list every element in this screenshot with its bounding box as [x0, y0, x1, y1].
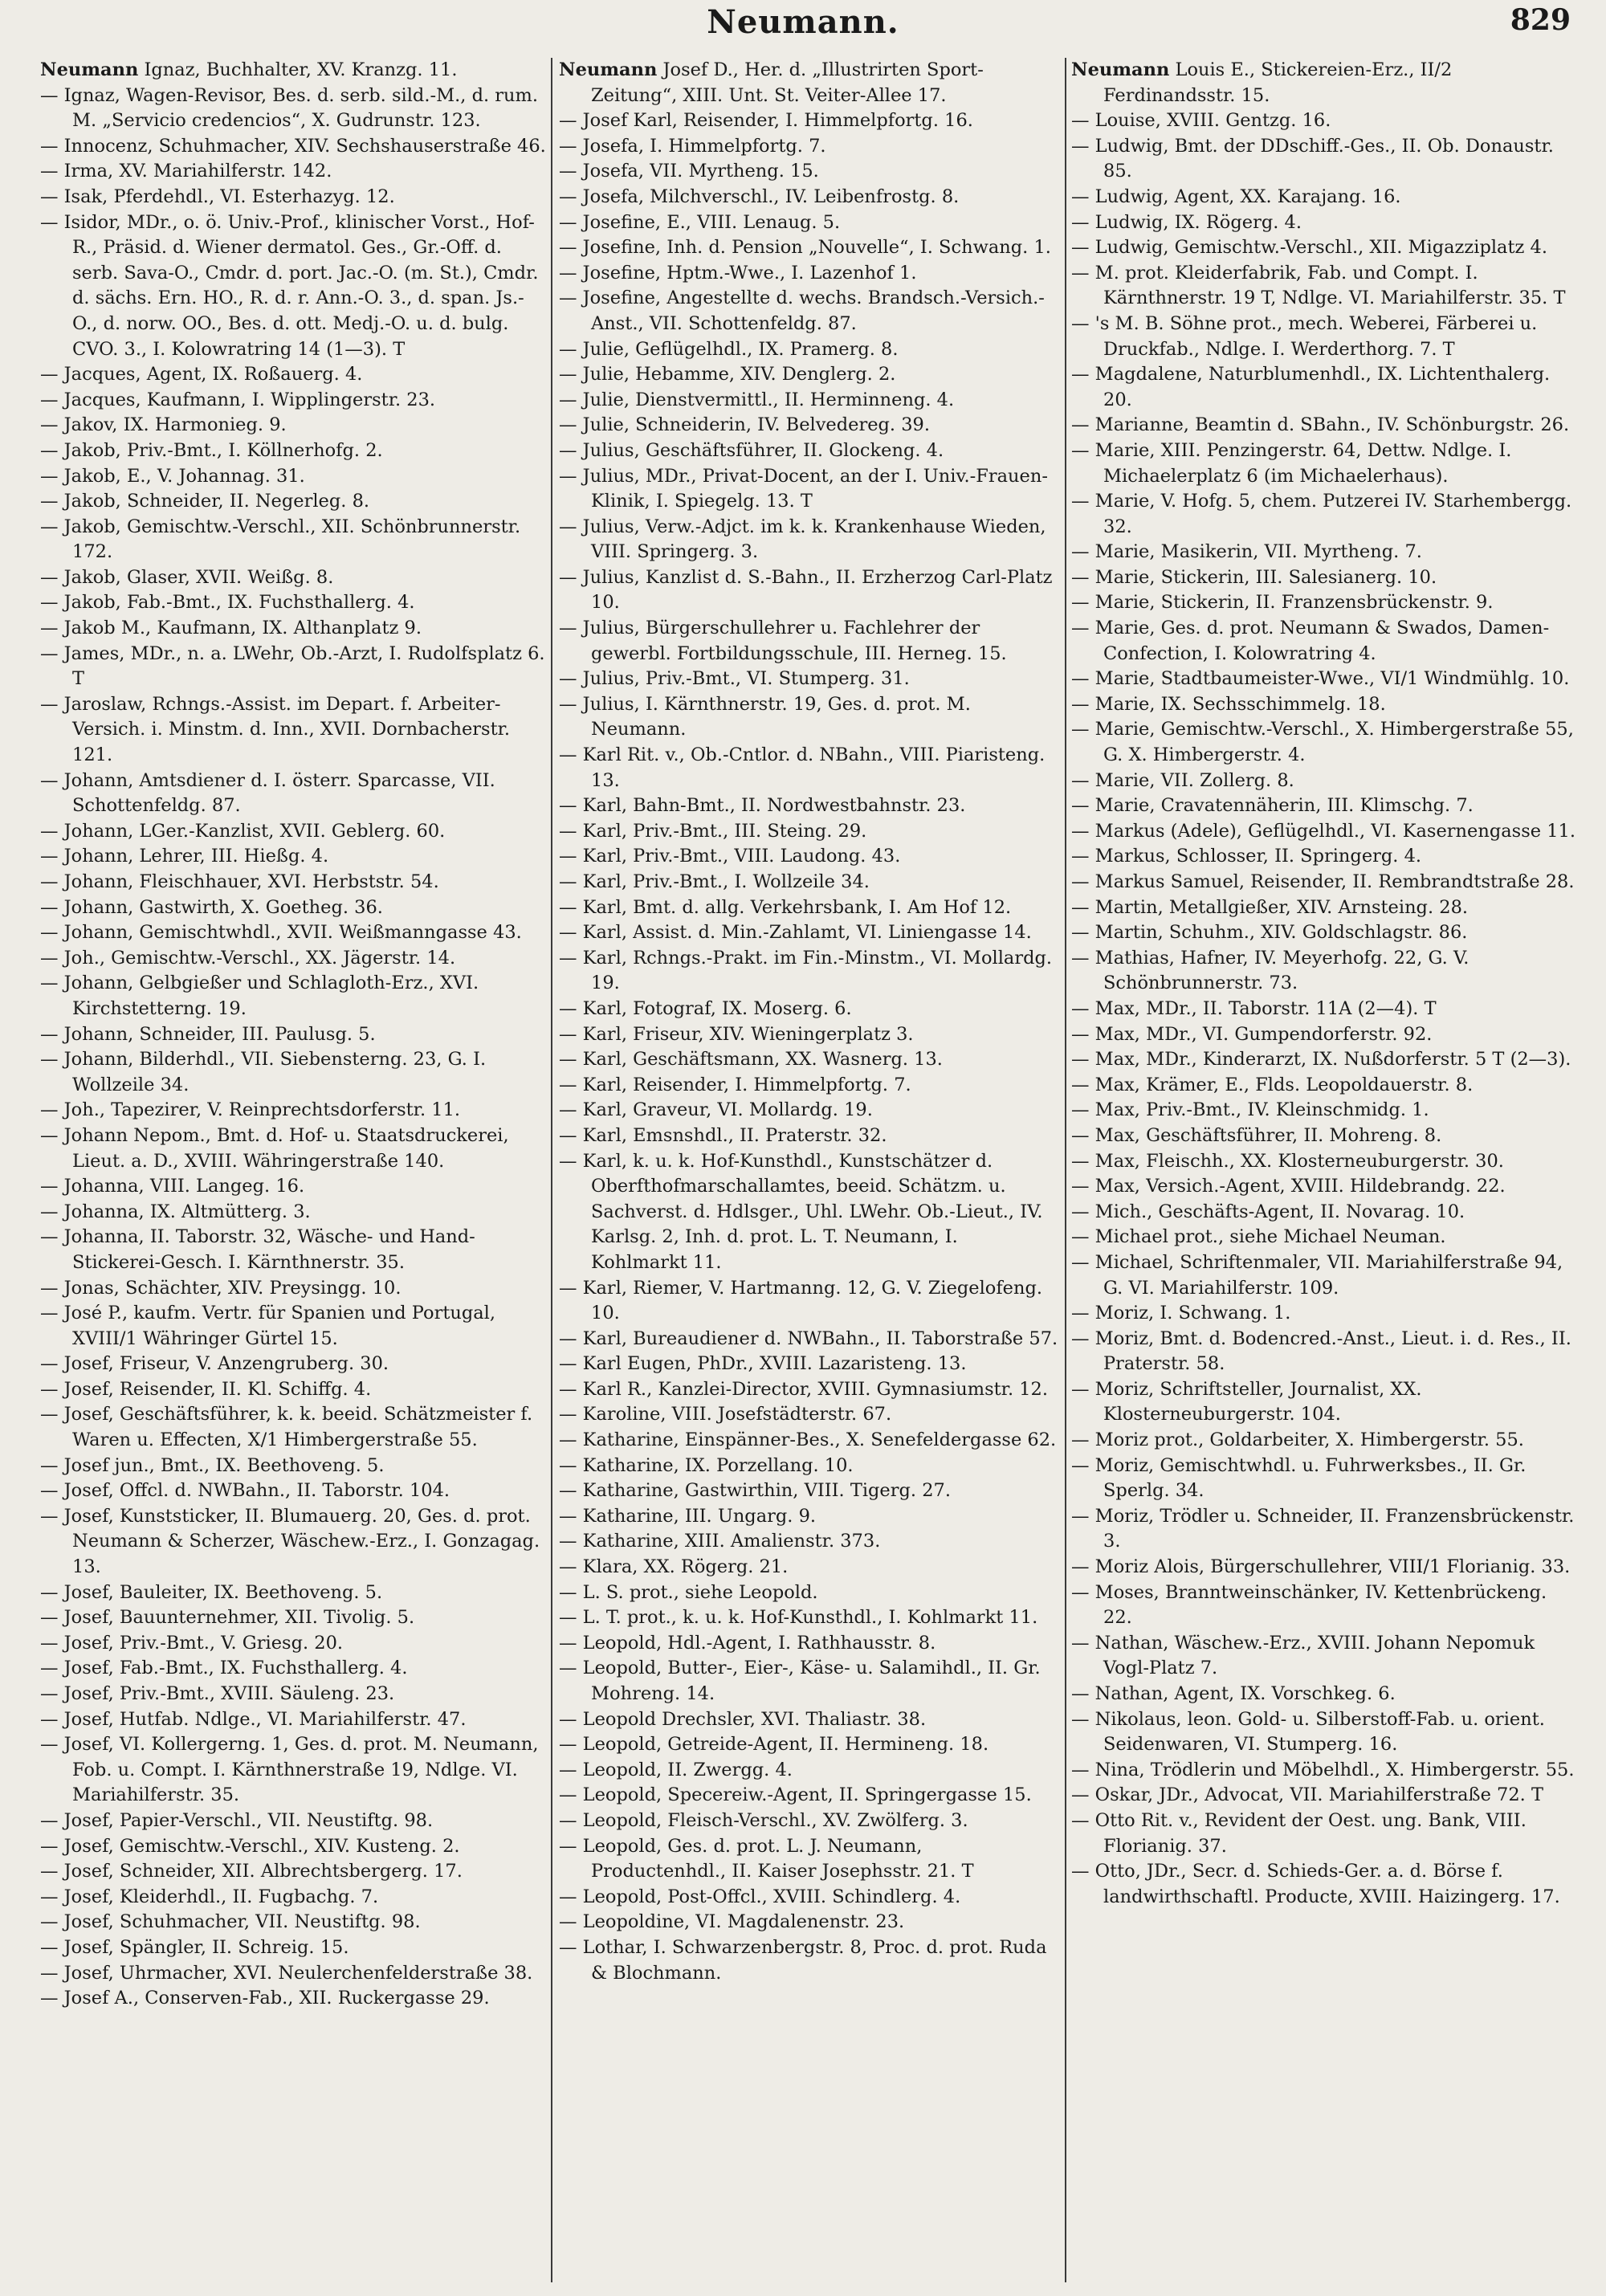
listing-entry: — Johann, Bilderhdl., VII. Siebensterng. 23, G. I. Wollzeile 34. [40, 1049, 487, 1095]
listing-entry: — Karl, Priv.-Bmt., III. Steing. 29. [559, 820, 867, 842]
listing-entry: — Leopold, Post-Offcl., XVIII. Schindlerg. 4. [559, 1886, 961, 1907]
listing-entry: — Johann, Schneider, III. Paulusg. 5. [40, 1023, 376, 1045]
listing-entry: — Marie, Gemischtw.-Verschl., X. Himbergerstraße 55, G. X. Himbergerstr. 4. [1071, 719, 1574, 766]
listing-entry: — Leopold, Ges. d. prot. L. J. Neumann, Productenhdl., II. Kaiser Josephsstr. 21. T [559, 1835, 974, 1882]
listing-entry: — Jakob, Glaser, XVII. Weißg. 8. [40, 566, 334, 588]
listing-entry: — Nathan, Wäschew.-Erz., XVIII. Johann Nepomuk Vogl-Platz 7. [1071, 1632, 1535, 1679]
listing-entry: — Nathan, Agent, IX. Vorschkeg. 6. [1071, 1683, 1396, 1704]
listing-entry: — Josef, Priv.-Bmt., V. Griesg. 20. [40, 1632, 344, 1654]
listing-entry: — Leopold, Getreide-Agent, II. Hermineng. 18. [559, 1734, 989, 1756]
listing-entry: — Johann, LGer.-Kanzlist, XVII. Geblerg. 60. [40, 820, 446, 842]
listing-entry: — Karl, k. u. k. Hof-Kunsthdl., Kunstschätzer d. Oberfthofmarschallamtes, beeid. Schätzm. u. Sachverst. d. Hdlsger., Uhl. LWehr. Ob.-Lieut., IV. Karlsg. 2, Inh. d. prot. L. T. Neumann, I. Kohlmarkt 11. [559, 1150, 1043, 1273]
listing-entry: — Martin, Metallgießer, XIV. Arnsteing. 28. [1071, 896, 1469, 918]
listing-entry: — Michael, Schriftenmaler, VII. Mariahilferstraße 94, G. VI. Mariahilferstr. 109. [1071, 1251, 1563, 1299]
listing-entry: — Otto, JDr., Secr. d. Schieds-Ger. a. d. Börse f. landwirthschaftl. Producte, XVIII. Haizingerg. 17. [1071, 1861, 1560, 1907]
listing-entry: — Marie, XIII. Penzingerstr. 64, Dettw. Ndlge. I. Michaelerplatz 6 (im Michaelerhaus). [1071, 439, 1512, 487]
listing-entry: — Max, MDr., II. Taborstr. 11A (2—4). T [1071, 997, 1437, 1019]
listing-entry: — Max, MDr., Kinderarzt, IX. Nußdorferstr. 5 T (2—3). [1071, 1049, 1571, 1071]
listing-entry: — Jakob, E., V. Johannag. 31. [40, 465, 305, 487]
listing-entry: — Katharine, III. Ungarg. 9. [559, 1505, 817, 1527]
listing-entry: — Marie, Stickerin, III. Salesianerg. 10. [1071, 566, 1437, 588]
listing-entry: — Otto Rit. v., Revident der Oest. ung. Bank, VIII. Florianig. 37. [1071, 1809, 1527, 1857]
listing-entry: — Julie, Dienstvermittl., II. Herminneng. 4. [559, 389, 955, 410]
surname-heading: Neumann [559, 59, 658, 80]
listing-entry: — Jonas, Schächter, XIV. Preysingg. 10. [40, 1277, 402, 1299]
listing-entry: — Jakob, Fab.-Bmt., IX. Fuchsthallerg. 4. [40, 592, 415, 614]
listing-entry: — Julius, I. Kärnthnerstr. 19, Ges. d. prot. M. Neumann. [559, 693, 971, 740]
column-left [35, 58, 551, 2282]
listing-entry: — Jakob M., Kaufmann, IX. Althanplatz 9. [40, 618, 422, 639]
listing-entry: — Karl, Emsnshdl., II. Praterstr. 32. [559, 1124, 887, 1146]
listing-entry: — Leopold, Specereiw.-Agent, II. Springergasse 15. [559, 1784, 1032, 1806]
column-middle [551, 58, 1066, 2282]
listing-entry: — Max, Geschäftsführer, II. Mohreng. 8. [1071, 1124, 1442, 1146]
listing-entry: — Josef A., Conserven-Fab., XII. Ruckergasse 29. [40, 1988, 490, 2009]
listing-entry: — Martin, Schuhm., XIV. Goldschlagstr. 86. [1071, 922, 1468, 944]
listing-entry: — Moriz, Trödler u. Schneider, II. Franzensbrückenstr. 3. [1071, 1505, 1575, 1552]
listing-entry: — Max, Versich.-Agent, XVIII. Hildebrandg. 22. [1071, 1176, 1506, 1197]
listing-entry: — Markus Samuel, Reisender, II. Rembrandtstraße 28. [1071, 871, 1575, 892]
listing-entry: — Julie, Schneiderin, IV. Belvedereg. 39. [559, 414, 931, 436]
listing-entry: — Karl, Geschäftsmann, XX. Wasnerg. 13. [559, 1049, 943, 1071]
listing-entry: — Marie, Ges. d. prot. Neumann & Swados, Damen-Confection, I. Kolowratring 4. [1071, 618, 1550, 664]
listing-entry: — Nina, Trödlerin und Möbelhdl., X. Himbergerstr. 55. [1071, 1759, 1575, 1780]
listing-entry: — Karl, Fotograf, IX. Moserg. 6. [559, 997, 852, 1019]
listing-entry: — Josefine, Inh. d. Pension „Nouvelle“, I. Schwang. 1. [559, 237, 1051, 259]
listing-entry: — L. T. prot., k. u. k. Hof-Kunsthdl., I. Kohlmarkt 11. [559, 1607, 1038, 1629]
listing-entry: — Johann Nepom., Bmt. d. Hof- u. Staatsdruckerei, Lieut. a. D., XVIII. Währingerstraße 140. [40, 1124, 509, 1172]
listing-entry: — Joh., Tapezirer, V. Reinprechtsdorferstr. 11. [40, 1099, 461, 1121]
listing-entry: — Julius, Bürgerschullehrer u. Fachlehrer der gewerbl. Fortbildungsschule, III. Herneg. 15. [559, 618, 1007, 664]
listing-entry: — Karl, Rchngs.-Prakt. im Fin.-Minstm., VI. Mollardg. 19. [559, 947, 1053, 994]
listing-entry: — Johann, Fleischhauer, XVI. Herbststr. 54. [40, 871, 439, 892]
listing-entry: — Moriz, I. Schwang. 1. [1071, 1303, 1291, 1324]
listing-entry: — Josef, Fab.-Bmt., IX. Fuchsthallerg. 4. [40, 1658, 408, 1679]
listing-entry: — Jakob, Gemischtw.-Verschl., XII. Schönbrunnerstr. 172. [40, 516, 521, 563]
listing-entry: — Karl Rit. v., Ob.-Cntlor. d. NBahn., VIII. Piaristeng. 13. [559, 744, 1046, 791]
listing-entry: — Katharine, XIII. Amalienstr. 373. [559, 1531, 881, 1552]
listing-entry: — Josef, Priv.-Bmt., XVIII. Säuleng. 23. [40, 1683, 395, 1704]
directory-columns [35, 58, 1585, 2282]
listing-entry: — Oskar, JDr., Advocat, VII. Mariahilferstraße 72. T [1071, 1784, 1543, 1806]
listing-entry: — Jakov, IX. Harmonieg. 9. [40, 414, 287, 436]
listing-entry: — Karl R., Kanzlei-Director, XVIII. Gymnasiumstr. 12. [559, 1378, 1049, 1400]
listing-entry: — Leopold, II. Zwergg. 4. [559, 1759, 793, 1780]
page-header [0, 0, 1606, 50]
listing-entry: — Johann, Gastwirth, X. Goetheg. 36. [40, 896, 383, 918]
listing-entry: — Julius, Geschäftsführer, II. Glockeng. 4. [559, 439, 944, 461]
listing-entry: — Max, Krämer, E., Flds. Leopoldauerstr. 8. [1071, 1074, 1474, 1095]
listing-entry: — Ludwig, Agent, XX. Karajang. 16. [1071, 186, 1401, 207]
listing-entry: — Johann, Amtsdiener d. I. österr. Sparcasse, VII. Schottenfeldg. 87. [40, 769, 495, 817]
listing-entry: — Julius, Verw.-Adjct. im k. k. Krankenhause Wieden, VIII. Springerg. 3. [559, 516, 1046, 563]
listing-entry: — Leopold, Butter-, Eier-, Käse- u. Salamihdl., II. Gr. Mohreng. 14. [559, 1658, 1041, 1704]
listing-entry: — José P., kaufm. Vertr. für Spanien und Portugal, XVIII/1 Währinger Gürtel 15. [40, 1303, 496, 1349]
listing-entry: — Leopold, Fleisch-Verschl., XV. Zwölferg. 3. [559, 1809, 968, 1831]
listing-entry: — James, MDr., n. a. LWehr, Ob.-Arzt, I. Rudolfsplatz 6. T [40, 642, 545, 690]
listing-entry: — Karl, Friseur, XIV. Wieningerplatz 3. [559, 1023, 914, 1045]
page-number: 829 [1510, 3, 1571, 37]
listing-entry: — Josef, Bauunternehmer, XII. Tivolig. 5. [40, 1607, 415, 1629]
listing-entry: — Max, Fleischh., XX. Klosterneuburgerstr. 30. [1071, 1150, 1504, 1172]
listing-entry: — Jacques, Agent, IX. Roßauerg. 4. [40, 364, 363, 385]
listing-entry: — Marianne, Beamtin d. SBahn., IV. Schönburgstr. 26. [1071, 414, 1570, 436]
listing-entry: — Irma, XV. Mariahilferstr. 142. [40, 161, 332, 182]
listing-entry: — Ludwig, Bmt. der DDschiff.-Ges., II. Ob. Donaustr. 85. [1071, 135, 1554, 182]
listing-text: Ignaz, Buchhalter, XV. Kranzg. 11. [144, 59, 458, 80]
listing-entry: — Josef, VI. Kollergerng. 1, Ges. d. prot. M. Neumann, Fob. u. Compt. I. Kärnthnerstraße 19, Ndlge. VI. Mariahilferstr. 35. [40, 1734, 539, 1806]
listing-entry: — Julius, MDr., Privat-Docent, an der I. Univ.-Frauen-Klinik, I. Spiegelg. 13. T [559, 465, 1048, 512]
listing-entry: — Jakob, Schneider, II. Negerleg. 8. [40, 491, 370, 512]
listing-entry: — Julius, Kanzlist d. S.-Bahn., II. Erzherzog Carl-Platz 10. [559, 566, 1053, 614]
listing-entry: — Marie, Masikerin, VII. Myrtheng. 7. [1071, 541, 1422, 563]
listing-entry: — Moriz, Bmt. d. Bodencred.-Anst., Lieut. i. d. Res., II. Praterstr. 58. [1071, 1327, 1571, 1375]
listing-entry: — Josef, Kunststicker, II. Blumauerg. 20, Ges. d. prot. Neumann & Scherzer, Wäschew.-Erz., I. Gonzagag. 13. [40, 1505, 540, 1578]
listing-entry: — Johanna, VIII. Langeg. 16. [40, 1176, 305, 1197]
listing-entry: — Karl, Riemer, V. Hartmanng. 12, G. V. Ziegelofeng. 10. [559, 1277, 1043, 1324]
listing-entry: — Josefine, Hptm.-Wwe., I. Lazenhof 1. [559, 262, 917, 283]
listing-entry: — Josef, Kleiderhdl., II. Fugbachg. 7. [40, 1886, 379, 1907]
listing-entry: — Karl, Assist. d. Min.-Zahlamt, VI. Liniengasse 14. [559, 922, 1032, 944]
listing-entry: — Karl, Reisender, I. Himmelpfortg. 7. [559, 1074, 911, 1095]
listing-entry: — Josef, Papier-Verschl., VII. Neustiftg. 98. [40, 1809, 434, 1831]
listing-entry [559, 58, 1058, 108]
listing-entry: — Ludwig, Gemischtw.-Verschl., XII. Migazziplatz 4. [1071, 237, 1547, 259]
listing-entry: — Karl, Priv.-Bmt., I. Wollzeile 34. [559, 871, 870, 892]
listing-entry: — Julius, Priv.-Bmt., VI. Stumperg. 31. [559, 668, 910, 690]
listing-entry: — Moriz prot., Goldarbeiter, X. Himbergerstr. 55. [1071, 1429, 1524, 1451]
listing-entry: — Josef, Friseur, V. Anzengruberg. 30. [40, 1353, 389, 1375]
listing-entry: — Max, Priv.-Bmt., IV. Kleinschmidg. 1. [1071, 1099, 1429, 1121]
surname-heading: Neumann [1071, 59, 1170, 80]
listing-entry: — Katharine, Gastwirthin, VIII. Tigerg. 27. [559, 1480, 951, 1502]
listing-entry: — M. prot. Kleiderfabrik, Fab. und Compt. I. Kärnthnerstr. 19 T, Ndlge. VI. Mariahilferstr. 35. T [1071, 262, 1566, 309]
listing-entry: — Mathias, Hafner, IV. Meyerhofg. 22, G. V. Schönbrunnerstr. 73. [1071, 947, 1469, 994]
listing-entry: — Magdalene, Naturblumenhdl., IX. Lichtenthalerg. 20. [1071, 364, 1551, 410]
listing-entry: — Josef jun., Bmt., IX. Beethoveng. 5. [40, 1454, 385, 1476]
listing-entry: — Johann, Gemischtwhdl., XVII. Weißmanngasse 43. [40, 922, 522, 944]
listing-entry: — Marie, VII. Zollerg. 8. [1071, 769, 1294, 791]
listing-entry: — Johann, Gelbgießer und Schlagloth-Erz., XVI. Kirchstetterng. 19. [40, 973, 479, 1019]
listing-entry: — Josefine, Angestellte d. wechs. Brandsch.-Versich.-Anst., VII. Schottenfeldg. 87. [559, 288, 1045, 334]
listing-entry: — Josef Karl, Reisender, I. Himmelpfortg. 16. [559, 110, 973, 132]
listing-entry: — Karl, Bureaudiener d. NWBahn., II. Taborstraße 57. [559, 1327, 1058, 1349]
listing-entry: — Ludwig, IX. Rögerg. 4. [1071, 211, 1302, 233]
listing-entry: — Markus (Adele), Geflügelhdl., VI. Kasernengasse 11. [1071, 820, 1576, 842]
listing-entry: — Karl, Graveur, VI. Mollardg. 19. [559, 1099, 873, 1121]
listing-entry: — Ignaz, Wagen-Revisor, Bes. d. serb. sild.-M., d. rum. M. „Servicio credencios“, X. Gudrunstr. 123. [40, 84, 539, 132]
listing-entry: — Moriz Alois, Bürgerschullehrer, VIII/1 Florianig. 33. [1071, 1556, 1571, 1578]
listing-entry: — Josefa, VII. Myrtheng. 15. [559, 161, 819, 182]
listing-entry: — Josef, Geschäftsführer, k. k. beeid. Schätzmeister f. Waren u. Effecten, X/1 Himbergerstraße 55. [40, 1404, 533, 1451]
listing-entry: — Josef, Schneider, XII. Albrechtsbergerg. 17. [40, 1861, 463, 1882]
listing-entry: — Karl, Bahn-Bmt., II. Nordwestbahnstr. 23. [559, 795, 966, 817]
listing-entry: — Josefa, Milchverschl., IV. Leibenfrostg. 8. [559, 186, 960, 207]
listing-entry: — Karl Eugen, PhDr., XVIII. Lazaristeng. 13. [559, 1353, 967, 1375]
column-right [1066, 58, 1582, 2282]
listing-text: Josef D., Her. d. „Illustrirten Sport-Zeitung“, XIII. Unt. St. Veiter-Allee 17. [591, 59, 984, 106]
listing-entry: — Josef, Offcl. d. NWBahn., II. Taborstr. 104. [40, 1480, 450, 1502]
listing-entry: — Josefa, I. Himmelpfortg. 7. [559, 135, 826, 157]
listing-entry: — Moriz, Gemischtwhdl. u. Fuhrwerksbes., II. Gr. Sperlg. 34. [1071, 1454, 1527, 1502]
listing-entry: — Nikolaus, leon. Gold- u. Silberstoff-Fab. u. orient. Seidenwaren, VI. Stumperg. 16. [1071, 1708, 1545, 1756]
listing-entry: — Innocenz, Schuhmacher, XIV. Sechshauserstraße 46. [40, 135, 546, 157]
listing-entry: — Marie, Stickerin, II. Franzensbrückenstr. 9. [1071, 592, 1494, 614]
listing-entry [40, 58, 546, 84]
listing-entry: — Josef, Spängler, II. Schreig. 15. [40, 1936, 349, 1958]
listing-entry: — Klara, XX. Rögerg. 21. [559, 1556, 789, 1578]
listing-entry: — Marie, Cravatennäherin, III. Klimschg. 7. [1071, 795, 1474, 817]
listing-entry: — Leopold Drechsler, XVI. Thaliastr. 38. [559, 1708, 927, 1730]
listing-entry: — Karoline, VIII. Josefstädterstr. 67. [559, 1404, 892, 1425]
listing-entry: — Lothar, I. Schwarzenbergstr. 8, Proc. d. prot. Ruda & Blochmann. [559, 1936, 1047, 1984]
listing-entry: — Jaroslaw, Rchngs.-Assist. im Depart. f. Arbeiter-Versich. i. Minstm. d. Inn., XVII. Dornbacherstr. 121. [40, 693, 511, 766]
listing-entry: — Julie, Geflügelhdl., IX. Pramerg. 8. [559, 338, 899, 360]
listing-entry: — Katharine, IX. Porzellang. 10. [559, 1454, 854, 1476]
running-head: Neumann. [707, 3, 899, 41]
listing-entry [1071, 58, 1577, 108]
listing-entry: — Jacques, Kaufmann, I. Wipplingerstr. 23. [40, 389, 436, 410]
listing-entry: — Julie, Hebamme, XIV. Denglerg. 2. [559, 364, 896, 385]
listing-entry: — Michael prot., siehe Michael Neuman. [1071, 1226, 1446, 1248]
listing-entry: — 's M. B. Söhne prot., mech. Weberei, Färberei u. Druckfab., Ndlge. I. Werderthorg. 7. T [1071, 312, 1538, 360]
listing-entry: — Johanna, IX. Altmütterg. 3. [40, 1201, 311, 1222]
listing-entry: — Karl, Priv.-Bmt., VIII. Laudong. 43. [559, 846, 901, 867]
listing-entry: — Isak, Pferdehdl., VI. Esterhazyg. 12. [40, 186, 395, 207]
surname-heading: Neumann [40, 59, 139, 80]
listing-entry: — Louise, XVIII. Gentzg. 16. [1071, 110, 1331, 132]
listing-text: Louis E., Stickereien-Erz., II/2 Ferdinandsstr. 15. [1103, 59, 1453, 106]
listing-entry: — Markus, Schlosser, II. Springerg. 4. [1071, 846, 1422, 867]
listing-entry: — Josefine, E., VIII. Lenaug. 5. [559, 211, 841, 233]
listing-entry: — Katharine, Einspänner-Bes., X. Senefeldergasse 62. [559, 1429, 1057, 1451]
listing-entry: — Moses, Branntweinschänker, IV. Kettenbrückeng. 22. [1071, 1581, 1547, 1629]
listing-entry: — Josef, Schuhmacher, VII. Neustiftg. 98. [40, 1911, 421, 1933]
listing-entry: — Johanna, II. Taborstr. 32, Wäsche- und Hand-Stickerei-Gesch. I. Kärnthnerstr. 35. [40, 1226, 475, 1273]
listing-entry: — Leopold, Hdl.-Agent, I. Rathhausstr. 8. [559, 1632, 936, 1654]
listing-entry: — Josef, Reisender, II. Kl. Schiffg. 4. [40, 1378, 372, 1400]
listing-entry: — Josef, Bauleiter, IX. Beethoveng. 5. [40, 1581, 383, 1603]
listing-entry: — Karl, Bmt. d. allg. Verkehrsbank, I. Am Hof 12. [559, 896, 1012, 918]
listing-entry: — Leopoldine, VI. Magdalenenstr. 23. [559, 1911, 905, 1933]
listing-entry: — Marie, Stadtbaumeister-Wwe., VI/1 Windmühlg. 10. [1071, 668, 1570, 690]
listing-entry: — Mich., Geschäfts-Agent, II. Novarag. 10. [1071, 1201, 1465, 1222]
listing-entry: — Josef, Gemischtw.-Verschl., XIV. Kusteng. 2. [40, 1835, 460, 1857]
listing-entry: — Johann, Lehrer, III. Hießg. 4. [40, 846, 329, 867]
listing-entry: — Josef, Hutfab. Ndlge., VI. Mariahilferstr. 47. [40, 1708, 467, 1730]
listing-entry: — Josef, Uhrmacher, XVI. Neulerchenfelderstraße 38. [40, 1962, 533, 1984]
listing-entry: — Isidor, MDr., o. ö. Univ.-Prof., klinischer Vorst., Hof-R., Präsid. d. Wiener dermatol. Ges., Gr.-Off. d. serb. Sava-O., Cmdr. d. port. Jac.-O. (m. St.), Cmdr. d. sächs. Ern. HO., R. d. r. Ann.-O. 3., d. span. Js.-O., d. norw. OO., Bes. d. ott. Medj.-O. u. d. bulg. CVO. 3., I. Kolowratring 14 (1—3). T [40, 211, 539, 360]
listing-entry: — Jakob, Priv.-Bmt., I. Köllnerhofg. 2. [40, 439, 383, 461]
listing-entry: — Marie, V. Hofg. 5, chem. Putzerei IV. Starhembergg. 32. [1071, 491, 1572, 537]
listing-entry: — Marie, IX. Sechsschimmelg. 18. [1071, 693, 1386, 715]
listing-entry: — Moriz, Schriftsteller, Journalist, XX. Klosterneuburgerstr. 104. [1071, 1378, 1422, 1425]
listing-entry: — Joh., Gemischtw.-Verschl., XX. Jägerstr. 14. [40, 947, 456, 969]
listing-entry: — L. S. prot., siehe Leopold. [559, 1581, 818, 1603]
listing-entry: — Max, MDr., VI. Gumpendorferstr. 92. [1071, 1023, 1433, 1045]
